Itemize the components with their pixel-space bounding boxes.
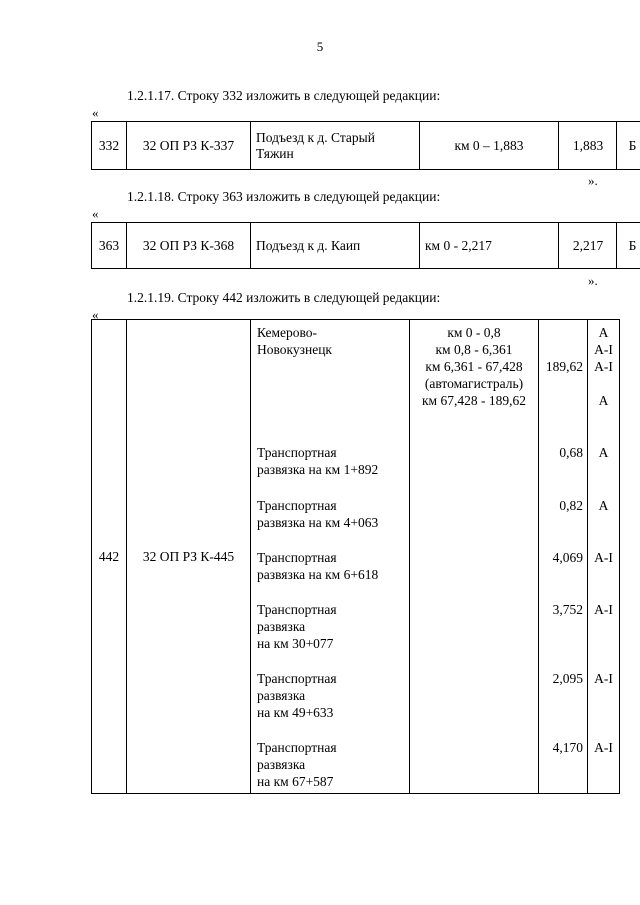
row-number: 442 [92, 320, 127, 794]
range-line: км 0,8 - 6,361 [435, 342, 513, 357]
road-code: 32 ОП РЗ К-368 [127, 223, 251, 269]
junction-name-line: на км 49+633 [257, 705, 334, 720]
section-heading-442: 1.2.1.19. Строку 442 изложить в следующей редакции: [127, 290, 441, 305]
road-code: 32 ОП РЗ К-337 [127, 122, 251, 170]
range-line: км 0 - 0,8 [447, 325, 501, 340]
junction-name-line: на км 30+077 [257, 636, 334, 651]
category-value: А [598, 498, 609, 513]
road-name [251, 122, 420, 170]
junction-name-line: развязка на км 1+892 [257, 462, 379, 477]
table-row-442 [91, 319, 620, 794]
road-name: Подъезд к д. Каип [251, 223, 420, 269]
length-value: 3,752 [552, 602, 583, 617]
length-value: 189,62 [545, 359, 583, 374]
road-range: км 0 - 2,217 [420, 223, 559, 269]
category-value: А [598, 393, 609, 408]
length-value: 4,069 [552, 550, 583, 565]
junction-name-line: Транспортная [257, 445, 337, 460]
category-value: А-I [594, 359, 613, 374]
row-number: 363 [92, 223, 127, 269]
junction-name-line: развязка [257, 757, 306, 772]
road-category: Б [617, 223, 640, 269]
length-value: 0,82 [559, 498, 583, 513]
open-quote: « [92, 105, 99, 120]
junction-name-line: Транспортная [257, 740, 337, 755]
range-line: км 6,361 - 67,428 [425, 359, 523, 374]
length-value: 4,170 [552, 740, 583, 755]
length-value: 2,095 [552, 671, 583, 686]
category-value: А-I [594, 740, 613, 755]
junction-name-line: развязка [257, 619, 306, 634]
table-row-332 [91, 121, 640, 170]
category-value: А-I [594, 671, 613, 686]
road-length-column [539, 320, 588, 794]
category-value: А [598, 325, 609, 340]
open-quote: « [92, 307, 99, 322]
road-length: 2,217 [559, 223, 617, 269]
range-line: (автомагистраль) [424, 376, 524, 391]
road-code: 32 ОП РЗ К-445 [127, 320, 251, 794]
category-value: А [598, 445, 609, 460]
junction-name-line: Транспортная [257, 550, 337, 565]
row-number: 332 [92, 122, 127, 170]
junction-name-line: Транспортная [257, 602, 337, 617]
junction-name-line: развязка на км 6+618 [257, 567, 379, 582]
road-category-column [588, 320, 620, 794]
category-value: А-I [594, 602, 613, 617]
category-value: А-I [594, 550, 613, 565]
category-value: А-I [594, 342, 613, 357]
close-quote: ». [588, 273, 598, 288]
junction-name-line: на км 67+587 [257, 774, 334, 789]
close-quote: ». [588, 173, 598, 188]
road-name-line: Тяжин [256, 145, 294, 161]
page-number: 5 [316, 39, 324, 54]
road-range-column [410, 320, 539, 794]
junction-name-line: Транспортная [257, 498, 337, 513]
junction-name-line: развязка на км 4+063 [257, 515, 379, 530]
road-name-column [251, 320, 410, 794]
road-name-line: Подъезд к д. Старый [256, 129, 375, 145]
table-row-363 [91, 222, 640, 269]
section-heading-363: 1.2.1.18. Строку 363 изложить в следующей редакции: [127, 189, 441, 204]
range-line: км 67,428 - 189,62 [422, 393, 526, 408]
road-range: км 0 – 1,883 [420, 122, 559, 170]
open-quote: « [92, 206, 99, 221]
road-name-line: Кемерово- [257, 325, 318, 340]
road-length: 1,883 [559, 122, 617, 170]
section-heading-332: 1.2.1.17. Строку 332 изложить в следующей редакции: [127, 88, 441, 103]
road-category: Б [617, 122, 640, 170]
junction-name-line: развязка [257, 688, 306, 703]
length-value: 0,68 [559, 445, 583, 460]
junction-name-line: Транспортная [257, 671, 337, 686]
road-name-line: Новокузнецк [257, 342, 332, 357]
